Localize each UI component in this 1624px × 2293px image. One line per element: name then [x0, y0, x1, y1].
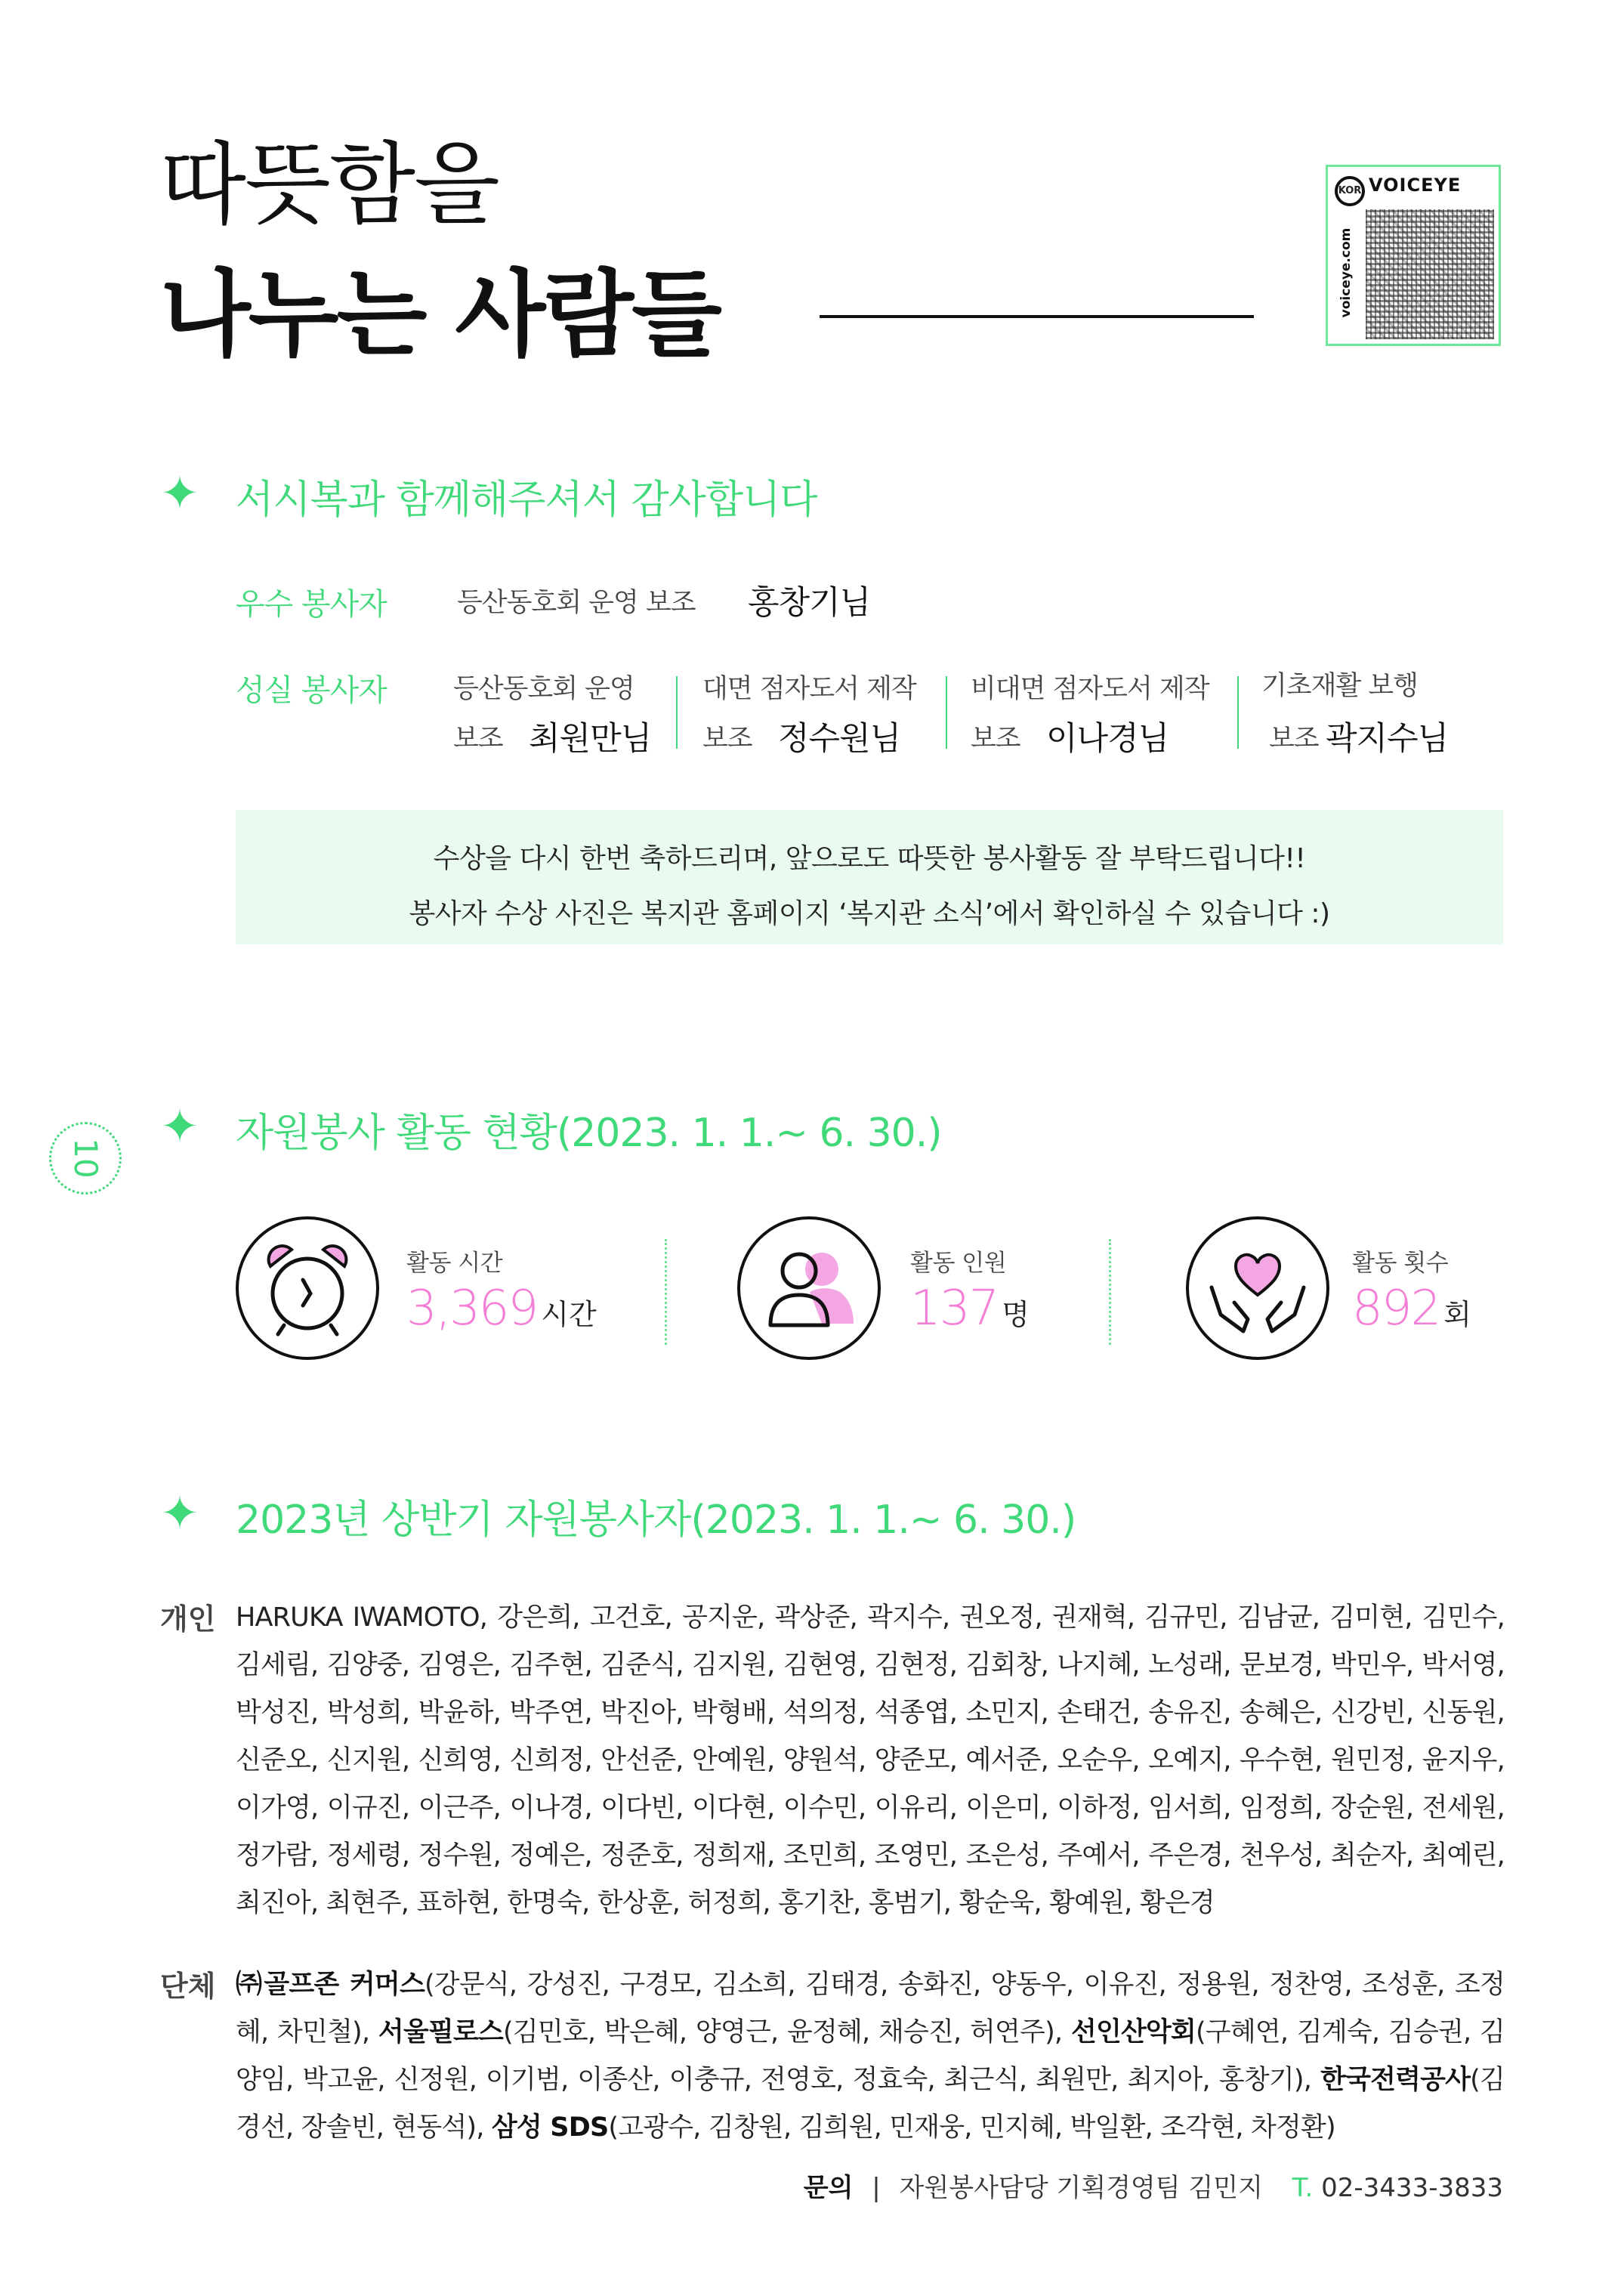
alarm-clock-icon [236, 1216, 379, 1360]
sincere-role2: 보조 [702, 724, 752, 754]
stat-label: 활동 횟수 [1352, 1250, 1449, 1277]
divider [665, 1239, 667, 1345]
voiceye-url: voiceye.com [1338, 227, 1354, 318]
divider [1237, 676, 1239, 749]
org-members: (고광수, 김창원, 김희원, 민재웅, 민지혜, 박일환, 조각현, 차정환) [608, 2112, 1335, 2143]
group-text [236, 1961, 1505, 2152]
org-name: 삼성 SDS [491, 2112, 609, 2143]
volunteers-heading: 2023년 상반기 자원봉사자(2023. 1. 1.~ 6. 30.) [236, 1497, 1076, 1543]
divider [1109, 1239, 1111, 1345]
excellent-label: 우수 봉사자 [236, 587, 387, 622]
sincere-label: 성실 봉사자 [236, 673, 387, 708]
org-members: (김민호, 박은혜, 양영근, 윤정혜, 채승진, 허연주), [502, 2017, 1071, 2047]
stat-value-row [910, 1281, 1030, 1337]
group-list [236, 1961, 1505, 2152]
sincere-name: 곽지수님 [1326, 720, 1449, 758]
stat-label: 활동 인원 [910, 1250, 1007, 1277]
org-members: (강문식, 강성진, 구경모, 김소희, 김태경, 송화진, 양동우, 이유진, 정용원, 정찬영, 조성훈, 조정혜, 차민철), [236, 1970, 1505, 2047]
contact-footer [804, 2167, 1503, 2204]
sincere-role2: 보조 [971, 724, 1020, 754]
sincere-role2: 보조 [1269, 724, 1319, 754]
page-title-line1: 따뜻함을 [160, 132, 499, 236]
heart-hands-icon [1186, 1216, 1329, 1360]
excellent-role: 등산동호회 운영 보조 [457, 588, 696, 618]
individual-label: 개인 [160, 1602, 216, 1636]
contact-person: 자원봉사담당 기획경영팀 김민지 [899, 2173, 1263, 2203]
org-name: 선인산악회 [1070, 2017, 1196, 2047]
individual-list [236, 1594, 1505, 1927]
stat-value-row [406, 1281, 597, 1337]
sparkle-icon: ✦ [160, 1485, 199, 1541]
stat-value: 892 [1352, 1281, 1440, 1337]
thanks-heading: 서시복과 함께해주셔서 감사합니다 [236, 477, 817, 523]
org-name: 서울필로스 [378, 2017, 503, 2047]
sincere-name: 이나경님 [1046, 720, 1169, 758]
stat-value: 137 [910, 1281, 999, 1337]
stat-value: 3,369 [406, 1281, 538, 1337]
sincere-role1: 비대면 점자도서 제작 [971, 674, 1209, 704]
sincere-name: 최원만님 [529, 720, 652, 758]
sincere-role1: 등산동호회 운영 [453, 674, 634, 704]
individual-names: HARUKA IWAMOTO, 강은희, 고건호, 공지운, 곽상준, 곽지수, 권오정, 권재혁, 김규민, 김남균, 김미현, 김민수, 김세림, 김양중, 김영은, 김주현, 김준식, 김지원, 김현영, 김현정, 김회창, 나지혜, 노성래, 문보경, 박민우, 박서영, 박성진, 박성희, 박윤하, 박주연, 박진아, 박형배, 석의정, 석종엽, 소민지, 손태건, 송유진, 송혜은, 신강빈, 신동원, 신준오, 신지원, 신희영, 신희정, 안선준, 안예원, 양원석, 양준모, 예서준, 오순우, 오예지, 우수현, 원민정, 윤지우, 이가영, 이규진, 이근주, 이나경, 이다빈, 이다현, 이수민, 이유리, 이은미, 이하정, 임서희, 임정희, 장순원, 전세원, 정가람, 정세령, 정수원, 정예은, 정준호, 정희재, 조민희, 조영민, 조은성, 주예서, 주은경, 천우성, 최순자, 최예린, 최진아, 최현주, 표하현, 한명숙, 한상훈, 허정희, 홍기찬, 홍범기, 황순욱, 황예원, 황은경 [236, 1602, 1505, 1918]
kor-badge: KOR [1335, 176, 1365, 206]
sparkle-icon: ✦ [160, 465, 199, 521]
page-title-line2: 나누는 사람들 [160, 261, 720, 369]
excellent-name: 홍창기님 [748, 584, 871, 622]
people-icon [737, 1216, 881, 1360]
stat-unit: 회 [1443, 1298, 1471, 1331]
stat-value-row [1352, 1281, 1471, 1337]
notice-line2: 봉사자 수상 사진은 복지관 홈페이지 ‘복지관 소식’에서 확인하실 수 있습니다 :) [409, 898, 1330, 929]
phone-prefix: T. [1292, 2173, 1314, 2203]
contact-phone: 02-3433-3833 [1321, 2173, 1503, 2203]
page-number-badge [49, 1122, 122, 1194]
org-members: (구혜연, 김계숙, 김승권, 김양임, 박고윤, 신정원, 이기범, 이종산, 이충규, 전영호, 정효숙, 최근식, 최원만, 최지아, 홍창기), [236, 2017, 1505, 2095]
stats-heading: 자원봉사 활동 현황(2023. 1. 1.~ 6. 30.) [236, 1111, 942, 1156]
group-label: 단체 [160, 1970, 216, 2003]
org-members: (김경선, 장솔빈, 현동석), [236, 2065, 1505, 2143]
stat-unit: 명 [1002, 1298, 1030, 1331]
notice-line1: 수상을 다시 한번 축하드리며, 앞으로도 따뜻한 봉사활동 잘 부탁드립니다!! [433, 843, 1306, 874]
voiceye-code [1326, 165, 1501, 346]
voiceye-brand: VOICEYE [1369, 175, 1462, 196]
sincere-role2: 보조 [453, 724, 503, 754]
sincere-role1: 대면 점자도서 제작 [702, 674, 916, 704]
org-name: 한국전력공사 [1320, 2065, 1471, 2095]
divider [946, 676, 947, 749]
page-number: 10 [67, 1138, 104, 1179]
sincere-role1: 기초재활 보행 [1261, 671, 1418, 701]
title-divider [820, 315, 1254, 318]
sincere-name: 정수원님 [778, 720, 901, 758]
org-name: ㈜골프존 커머스 [236, 1970, 425, 2000]
footer-separator: | [872, 2173, 881, 2203]
stat-label: 활동 시간 [406, 1250, 503, 1277]
divider [676, 676, 678, 749]
congrats-notice [236, 810, 1503, 944]
stat-unit: 시간 [541, 1298, 597, 1331]
contact-label: 문의 [803, 2173, 854, 2203]
sparkle-icon: ✦ [160, 1099, 199, 1154]
voiceye-pattern [1366, 209, 1494, 339]
